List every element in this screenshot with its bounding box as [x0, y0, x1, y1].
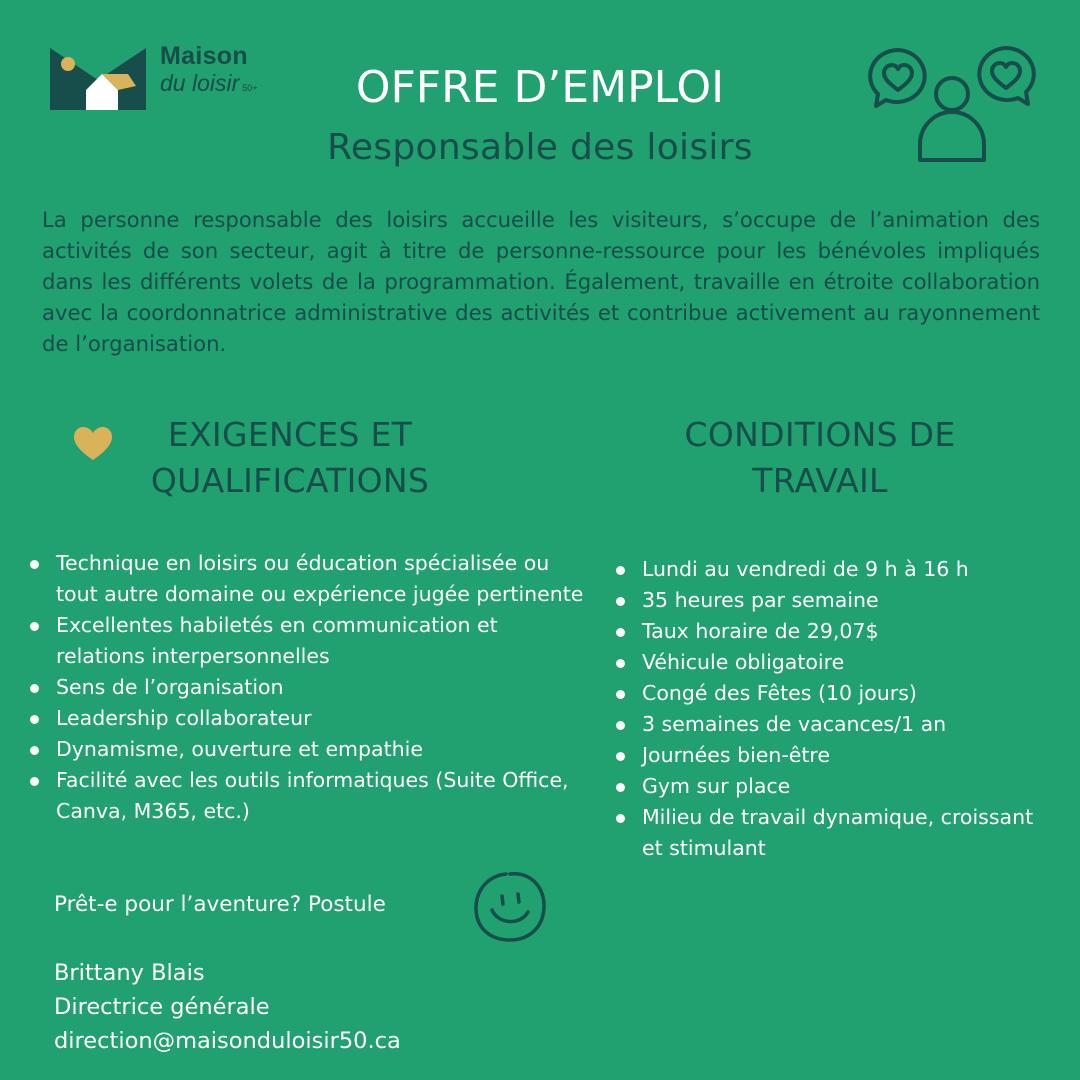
logo-text — [160, 42, 258, 101]
list-item: Gym sur place — [614, 771, 1044, 802]
logo-age: 50+ — [242, 83, 258, 93]
list-item: Congé des Fêtes (10 jours) — [614, 678, 1044, 709]
list-item: Dynamisme, ouverture et empathie — [28, 734, 588, 765]
contact-name: Brittany Blais — [54, 960, 205, 986]
list-item: Lundi au vendredi de 9 h à 16 h — [614, 554, 1044, 585]
requirements-heading-line1: EXIGENCES ET — [167, 415, 413, 454]
list-item: Technique en loisirs ou éducation spécialisée ou tout autre domaine ou expérience jugée pertinente — [28, 548, 588, 610]
contact-email[interactable]: direction@maisonduloisir50.ca — [54, 1028, 401, 1054]
job-subtitle: Responsable des loisirs — [327, 127, 753, 168]
list-item: 35 heures par semaine — [614, 585, 1044, 616]
requirements-heading-line2: QUALIFICATIONS — [150, 461, 430, 500]
list-item: Facilité avec les outils informatiques (Suite Office, Canva, M365, etc.) — [28, 765, 588, 827]
conditions-list — [614, 554, 1044, 864]
heart-icon — [72, 426, 114, 462]
list-item: 3 semaines de vacances/1 an — [614, 709, 1044, 740]
contact-block — [54, 956, 401, 1058]
list-item: Milieu de travail dynamique, croissant et stimulant — [614, 802, 1044, 864]
page-title: OFFRE D’EMPLOI — [355, 62, 725, 113]
conditions-heading-line2: TRAVAIL — [752, 461, 888, 500]
list-item: Leadership collaborateur — [28, 703, 588, 734]
requirements-list — [28, 548, 588, 827]
logo — [48, 40, 298, 120]
list-item: Véhicule obligatoire — [614, 647, 1044, 678]
smiley-icon — [470, 868, 550, 946]
people-chat-hearts-icon — [860, 40, 1045, 170]
conditions-heading-line1: CONDITIONS DE — [684, 415, 956, 454]
list-item: Excellentes habiletés en communication et relations interpersonnelles — [28, 610, 588, 672]
list-item: Sens de l’organisation — [28, 672, 588, 703]
list-item: Journées bien-être — [614, 740, 1044, 771]
logo-line2: du loisir 50+ — [160, 70, 258, 96]
house-logo-icon — [48, 40, 150, 114]
requirements-heading — [110, 412, 470, 504]
intro-paragraph: La personne responsable des loisirs accueille les visiteurs, s’occupe de l’animation des activités de son secteur, agit à titre de personne-ressource pour les bénévoles impliqués dans les différents volets de la programmation. Également, travaille en étroite collaboration avec la coordonnatrice administrative des activités et contribue activement au rayonnement de l’organisation. — [42, 207, 1040, 356]
conditions-heading — [640, 412, 1000, 504]
logo-line1: Maison — [160, 42, 248, 70]
call-to-action: Prêt-e pour l’aventure? Postule — [54, 892, 386, 917]
contact-role: Directrice générale — [54, 994, 270, 1020]
list-item: Taux horaire de 29,07$ — [614, 616, 1044, 647]
